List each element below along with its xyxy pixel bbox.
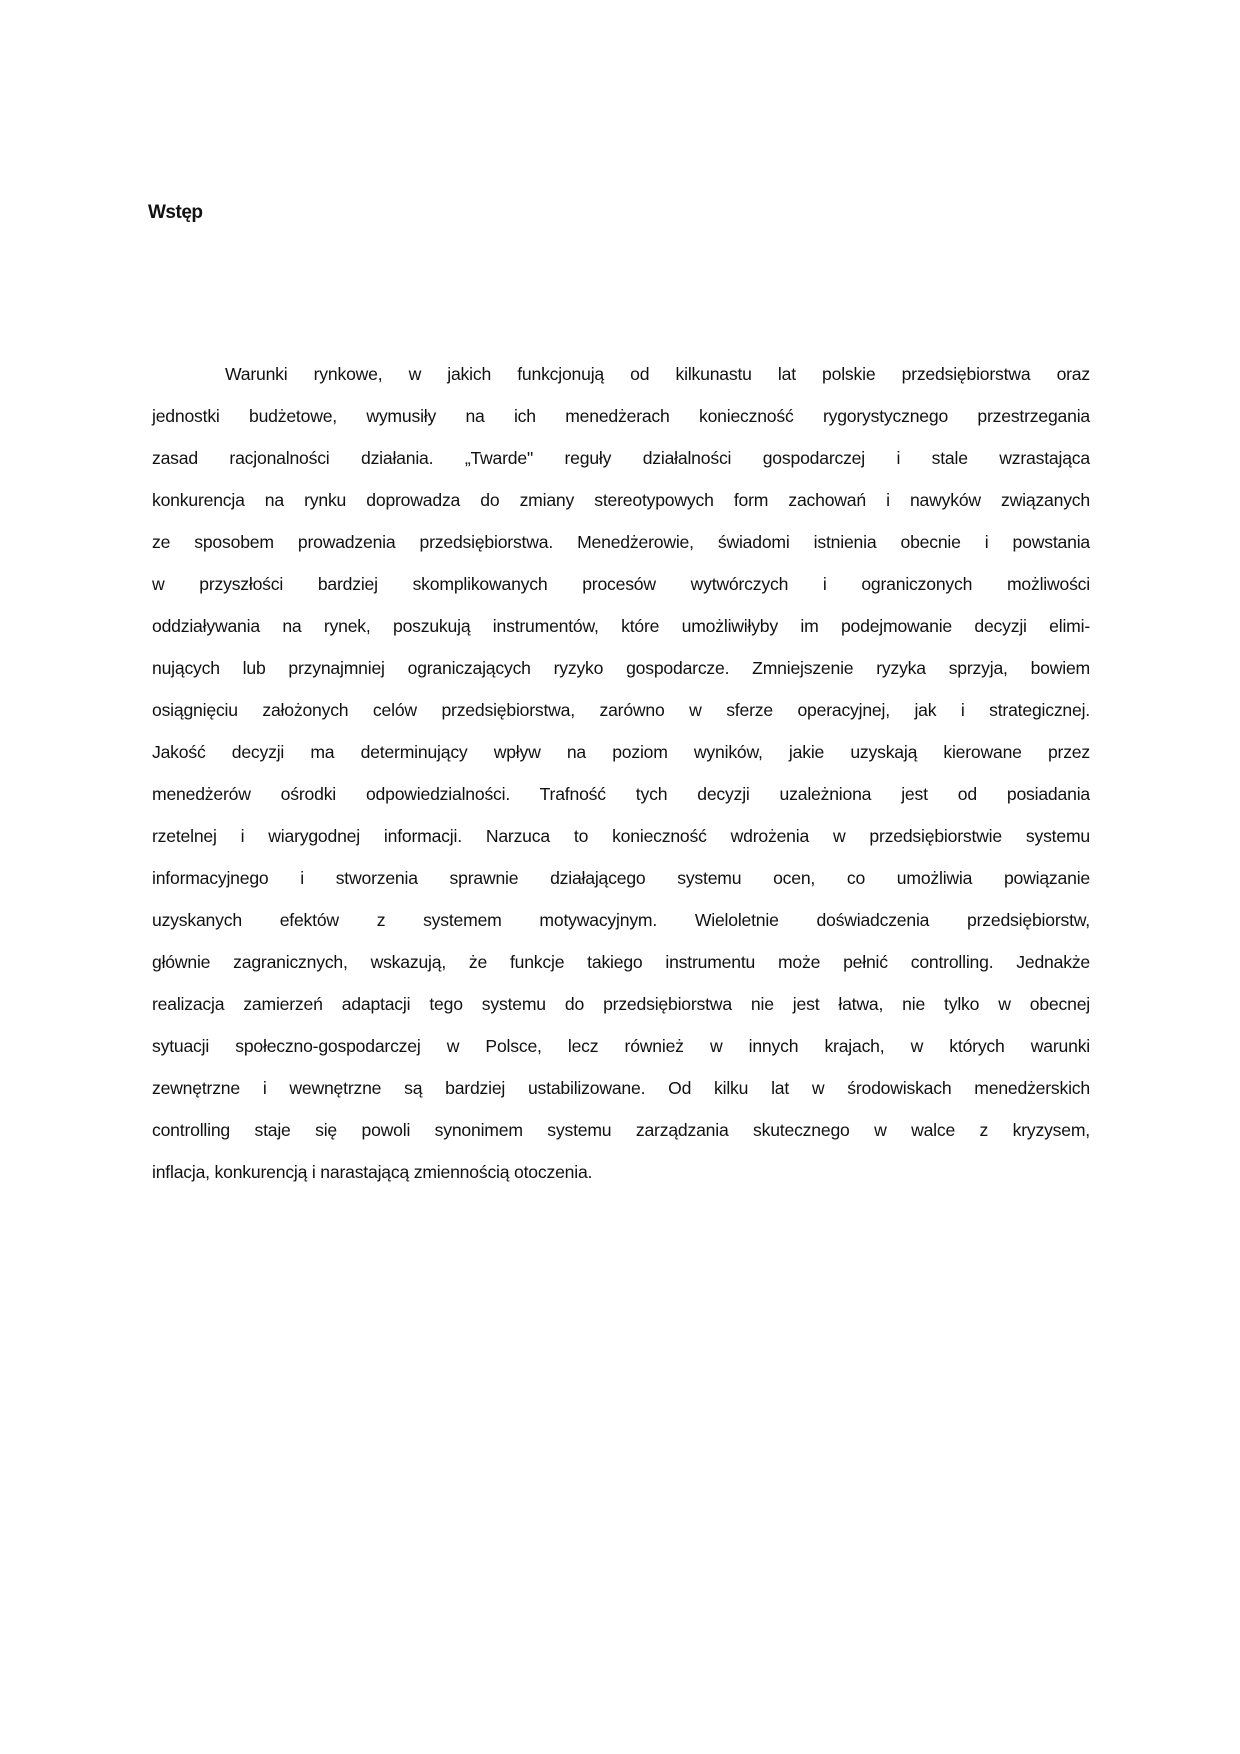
paragraph-line: ze sposobem prowadzenia przedsiębiorstwa. Menedżerowie, świadomi istnienia obecnie i powstania [152, 532, 1090, 552]
paragraph-line: realizacja zamierzeń adaptacji tego systemu do przedsiębiorstwa nie jest łatwa, nie tylko w obecnej [152, 994, 1090, 1014]
paragraph-line: menedżerów ośrodki odpowiedzialności. Trafność tych decyzji uzależniona jest od posiadania [152, 784, 1090, 804]
paragraph-line: uzyskanych efektów z systemem motywacyjnym. Wieloletnie doświadczenia przedsiębiorstw, [152, 910, 1090, 930]
paragraph-line: nujących lub przynajmniej ograniczających ryzyko gospodarcze. Zmniejszenie ryzyka sprzyja, bowiem [152, 658, 1090, 678]
paragraph-line: konkurencja na rynku doprowadza do zmiany stereotypowych form zachowań i nawyków związanych [152, 490, 1090, 510]
section-heading: Wstęp [148, 202, 203, 223]
paragraph-line: zasad racjonalności działania. „Twarde" reguły działalności gospodarczej i stale wzrastająca [152, 448, 1090, 468]
paragraph-line: rzetelnej i wiarygodnej informacji. Narzuca to konieczność wdrożenia w przedsiębiorstwie systemu [152, 826, 1090, 846]
paragraph-line: w przyszłości bardziej skomplikowanych procesów wytwórczych i ograniczonych możliwości [152, 574, 1090, 594]
paragraph-line: informacyjnego i stworzenia sprawnie działającego systemu ocen, co umożliwia powiązanie [152, 868, 1090, 888]
paragraph-line: zewnętrzne i wewnętrzne są bardziej ustabilizowane. Od kilku lat w środowiskach menedżerskich [152, 1078, 1090, 1098]
paragraph-line: inflacja, konkurencją i narastającą zmiennością otoczenia. [152, 1162, 593, 1182]
paragraph-line: osiągnięciu założonych celów przedsiębiorstwa, zarówno w sferze operacyjnej, jak i strategicznej. [152, 700, 1090, 720]
paragraph-line: jednostki budżetowe, wymusiły na ich menedżerach konieczność rygorystycznego przestrzegania [152, 406, 1090, 426]
paragraph-line: controlling staje się powoli synonimem systemu zarządzania skutecznego w walce z kryzysem, [152, 1120, 1090, 1140]
paragraph-line: Warunki rynkowe, w jakich funkcjonują od kilkunastu lat polskie przedsiębiorstwa oraz [225, 364, 1090, 384]
paragraph-line: głównie zagranicznych, wskazują, że funkcje takiego instrumentu może pełnić controlling. Jednakże [152, 952, 1090, 972]
paragraph-line: sytuacji społeczno-gospodarczej w Polsce, lecz również w innych krajach, w których warunki [152, 1036, 1090, 1056]
body-paragraph [152, 358, 1090, 1198]
paragraph-line: oddziaływania na rynek, poszukują instrumentów, które umożliwiłyby im podejmowanie decyzji elimi- [152, 616, 1090, 636]
paragraph-line: Jakość decyzji ma determinujący wpływ na poziom wyników, jakie uzyskają kierowane przez [152, 742, 1090, 762]
